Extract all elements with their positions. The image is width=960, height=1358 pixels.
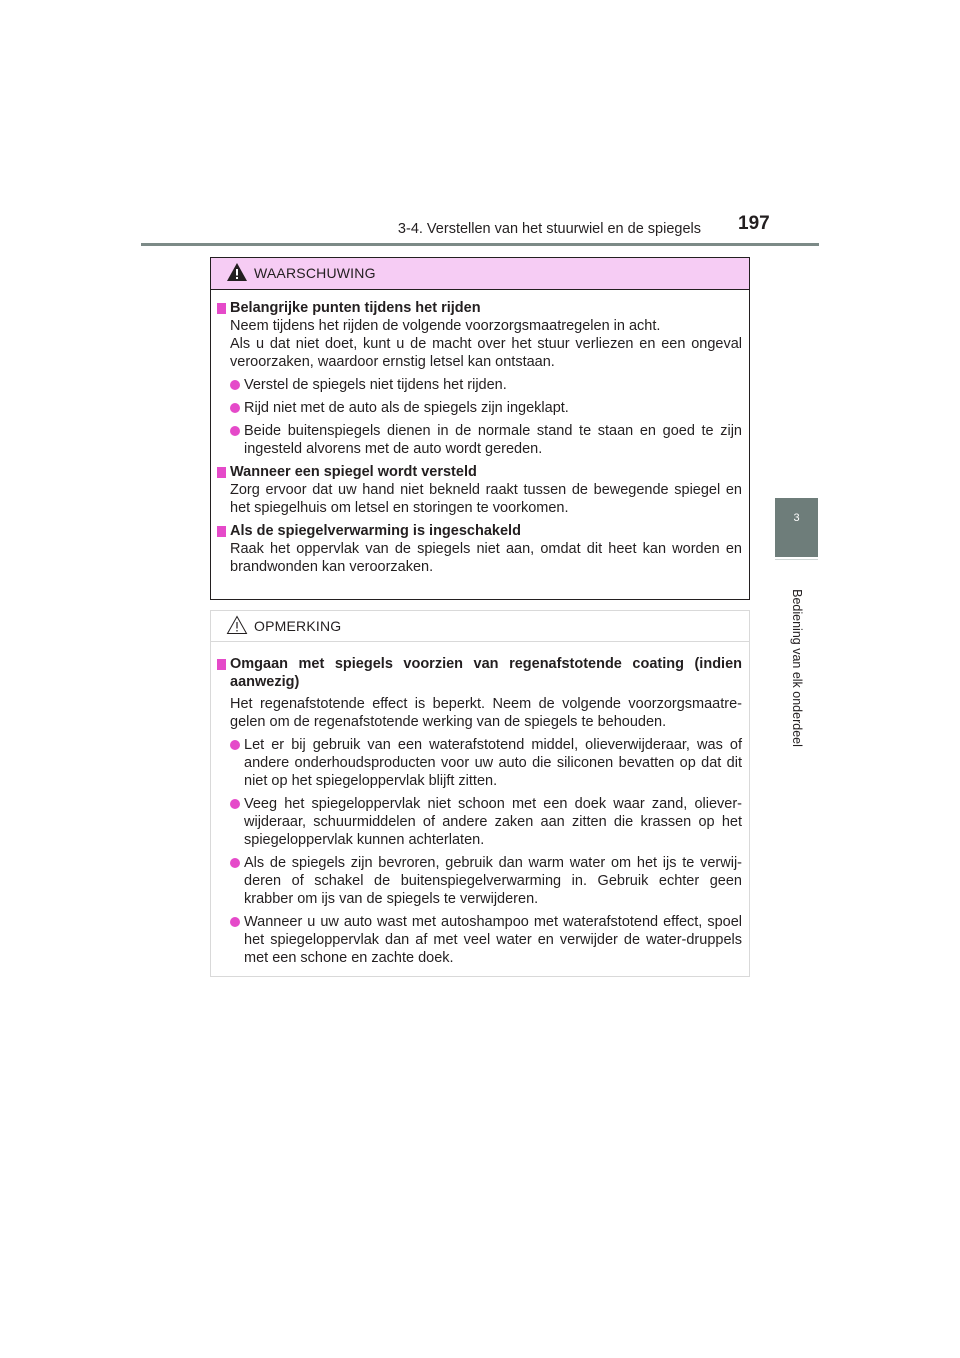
- section-title: 3-4. Verstellen van het stuurwiel en de spiegels: [397, 221, 701, 237]
- warning-triangle-icon: [226, 262, 248, 282]
- page-number: 197: [738, 213, 770, 234]
- warning-bullet: Verstel de spiegels niet tijdens het rijden.: [230, 376, 742, 394]
- notice-bullet: Wanneer u uw auto wast met autoshampoo met waterafstotend effect, spoel het spiegeloppervlak dan af met veel water en verwijder de water-druppels met een schone en zachte doek.: [230, 913, 742, 967]
- warning-bullet: Beide buitenspiegels dienen in de normale stand te staan en goed te zijn ingesteld alvorens met de auto wordt gereden.: [230, 422, 742, 458]
- round-bullet-icon: [230, 799, 240, 809]
- round-bullet-icon: [230, 917, 240, 927]
- warning-content: [211, 290, 749, 576]
- square-bullet-icon: [217, 526, 226, 537]
- warning-section-title: Belangrijke punten tijdens het rijden: [217, 299, 742, 317]
- round-bullet-icon: [230, 740, 240, 750]
- chapter-label: Bediening van elk onderdeel: [790, 589, 804, 747]
- round-bullet-icon: [230, 858, 240, 868]
- chapter-tab-rule: [775, 559, 818, 560]
- notice-header: [211, 611, 749, 642]
- warning-bullet: Rijd niet met de auto als de spiegels zijn ingeklapt.: [230, 399, 742, 417]
- round-bullet-icon: [230, 426, 240, 436]
- warning-paragraph: Neem tijdens het rijden de volgende voorzorgsmaatregelen in acht.: [230, 318, 661, 334]
- warning-paragraph: Raak het oppervlak van de spiegels niet aan, omdat dit heet kan worden en brandwonden kan veroorzaken.: [230, 541, 742, 575]
- notice-bullet: Veeg het spiegeloppervlak niet schoon met een doek waar zand, oliever-wijderaar, schuurmiddelen of andere zaken aan zitten die krassen op het spiegeloppervlak kunnen achterlaten.: [230, 795, 742, 849]
- warning-label: WAARSCHUWING: [254, 265, 376, 281]
- notice-label: OPMERKING: [254, 618, 342, 634]
- warning-paragraph: Zorg ervoor dat uw hand niet bekneld raakt tussen de bewegende spiegel en het spiegelhuis om letsel en storingen te voorkomen.: [230, 482, 742, 516]
- square-bullet-icon: [217, 659, 226, 670]
- notice-box: [210, 610, 750, 977]
- notice-section-title: Omgaan met spiegels voorzien van regenafstotende coating (indien aanwezig): [217, 655, 742, 691]
- warning-paragraph: Als u dat niet doet, kunt u de macht over het stuur verliezen en een ongeval veroorzaken, waardoor ernstig letsel kan ontstaan.: [230, 336, 742, 370]
- notice-paragraph: Het regenafstotende effect is beperkt. Neem de volgende voorzorgsmaatre-gelen om de regenafstotende werking van de spiegels te behouden.: [230, 696, 742, 730]
- notice-triangle-icon: [226, 615, 248, 635]
- warning-header: [211, 258, 749, 290]
- square-bullet-icon: [217, 303, 226, 314]
- notice-bullet: Als de spiegels zijn bevroren, gebruik dan warm water om het ijs te verwij-deren of schakel de buitenspiegelverwarming in. Gebruik echter geen krabber om ijs van de spiegels te verwijderen.: [230, 854, 742, 908]
- chapter-tab: [775, 498, 818, 557]
- round-bullet-icon: [230, 380, 240, 390]
- chapter-number: 3: [793, 512, 800, 524]
- notice-bullet: Let er bij gebruik van een waterafstotend middel, olieverwijderaar, was of andere onderhoudsproducten voor uw auto die siliconen bevatten op dat dit niet op het spiegeloppervlak blijft zitten.: [230, 736, 742, 790]
- square-bullet-icon: [217, 467, 226, 478]
- warning-section-title: Als de spiegelverwarming is ingeschakeld: [217, 522, 742, 540]
- warning-box: [210, 257, 750, 600]
- warning-section-title: Wanneer een spiegel wordt versteld: [217, 463, 742, 481]
- round-bullet-icon: [230, 403, 240, 413]
- header-rule: [141, 243, 819, 246]
- notice-content: [211, 642, 749, 967]
